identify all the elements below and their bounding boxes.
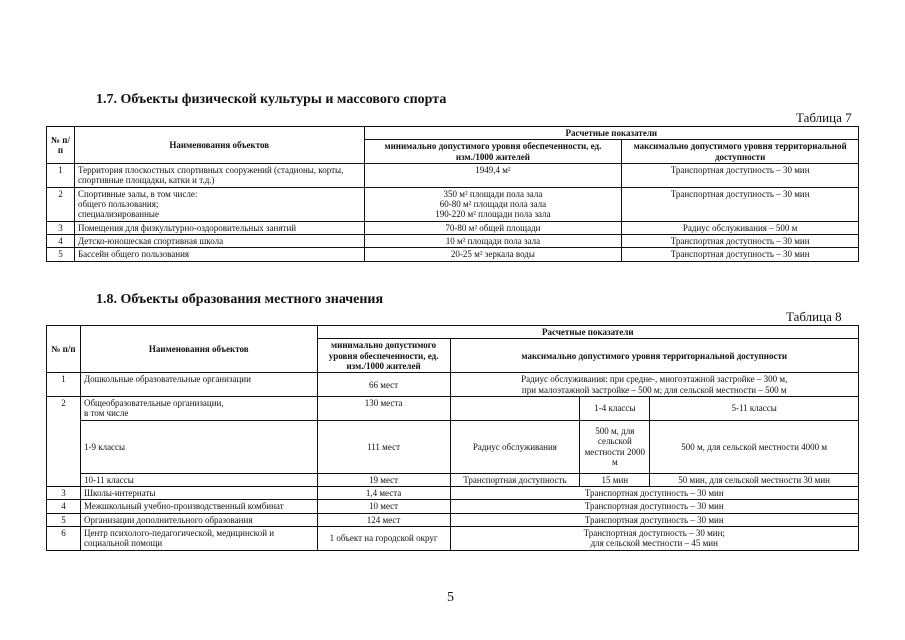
section-7-heading: 1.7. Объекты физической культуры и массового спорта xyxy=(96,92,447,107)
section-8-heading: 1.8. Объекты образования местного значения xyxy=(96,292,384,307)
row-min: 1949,4 м² xyxy=(364,164,622,188)
row-empty-cell xyxy=(450,397,580,421)
row-min-line: 190-220 м² площади пола зала xyxy=(435,209,551,220)
row-name: Помещения для физкультурно-оздоровительных занятий xyxy=(74,221,364,234)
row-name-line: специализированные xyxy=(77,209,159,220)
table-row xyxy=(47,235,859,248)
row-min: 1,4 места xyxy=(317,487,450,500)
row-max-1-4: 500 м, для сельской местности 2000 м xyxy=(580,420,650,473)
row-max: Транспортная доступность – 30 мин xyxy=(450,513,859,526)
table-row xyxy=(47,500,859,513)
table-row xyxy=(47,487,859,500)
row-min-line: 60-80 м² площади пола зала xyxy=(439,199,547,210)
header-name: Наименования объектов xyxy=(74,127,364,164)
row-num: 4 xyxy=(47,235,75,248)
row-min: 66 мест xyxy=(317,373,450,397)
row-min: 19 мест xyxy=(317,473,450,486)
row-num: 5 xyxy=(47,248,75,261)
table-8-label: Таблица 8 xyxy=(786,309,842,324)
table-8 xyxy=(46,325,859,551)
row-name-line: Спортивные залы, в том числе: xyxy=(77,188,198,199)
header-min: минимально допустимого уровня обеспеченности, ед. изм./1000 жителей xyxy=(317,339,450,373)
row-name: Центр психолого-педагогической, медицинской и социальной помощи xyxy=(80,527,317,551)
row-min: 20-25 м² зеркала воды xyxy=(364,248,622,261)
row-name: Школы-интернаты xyxy=(80,487,317,500)
header-max: максимально допустимого уровня территориальной доступности xyxy=(450,339,859,373)
row-num: 4 xyxy=(47,500,81,513)
header-num: № п/п xyxy=(47,127,75,164)
row-num: 5 xyxy=(47,513,81,526)
row-max-5-11: 50 мин, для сельской местности 30 мин xyxy=(650,473,859,486)
row-name xyxy=(74,187,364,221)
row-name: Межшкольный учебно-производственный комбинат xyxy=(80,500,317,513)
col-5-11-classes: 5-11 классы xyxy=(650,397,859,421)
header-name: Наименования объектов xyxy=(80,326,317,373)
page-number: 5 xyxy=(447,590,454,605)
row-name: Бассейн общего пользования xyxy=(74,248,364,261)
row-min: 124 мест xyxy=(317,513,450,526)
table-row xyxy=(47,420,859,473)
col-1-4-classes: 1-4 классы xyxy=(580,397,650,421)
table-row xyxy=(47,527,859,551)
row-num: 2 xyxy=(47,187,75,221)
row-max-line: Радиус обслуживания: при средне-, многоэтажной застройке – 300 м, xyxy=(521,374,788,385)
row-max-5-11: 500 м, для сельской местности 4000 м xyxy=(650,420,859,473)
table-row xyxy=(47,373,859,397)
row-max: Транспортная доступность – 30 мин xyxy=(450,487,859,500)
row-name-line: общего пользования; xyxy=(77,199,159,210)
header-max: максимально допустимого уровня территориальной доступности xyxy=(622,140,859,164)
row-name: Дошкольные образовательные организации xyxy=(80,373,317,397)
row-name: 1-9 классы xyxy=(80,420,317,473)
row-num: 6 xyxy=(47,527,81,551)
row-name-line: в том числе xyxy=(83,408,129,419)
row-min-line: 350 м² площади пола зала xyxy=(443,188,543,199)
row-min: 111 мест xyxy=(317,420,450,473)
table-row xyxy=(47,248,859,261)
row-name: Детско-юношеская спортивная школа xyxy=(74,235,364,248)
row-name: Организации дополнительного образования xyxy=(80,513,317,526)
row-max-line: при малоэтажной застройке – 500 м; для сельской местности – 500 м xyxy=(521,384,787,395)
row-num: 1 xyxy=(47,373,81,397)
row-min: 70-80 м² общей площади xyxy=(364,221,622,234)
row-max: Транспортная доступность – 30 мин xyxy=(450,500,859,513)
row-min: 10 мест xyxy=(317,500,450,513)
header-num: № п/п xyxy=(47,326,81,373)
table-row xyxy=(47,187,859,221)
row-min: 130 места xyxy=(317,397,450,421)
header-min: минимально допустимого уровня обеспеченности, ед. изм./1000 жителей xyxy=(364,140,622,164)
row-min xyxy=(364,187,622,221)
row-min: 10 м² площади пола зала xyxy=(364,235,622,248)
row-max: Транспортная доступность – 30 мин xyxy=(622,164,859,188)
table-row xyxy=(47,397,859,421)
row-max-line: Транспортная доступность – 30 мин; xyxy=(583,528,725,539)
row-num: 3 xyxy=(47,487,81,500)
row-max-1-4: 15 мин xyxy=(580,473,650,486)
table-row xyxy=(47,221,859,234)
table-row xyxy=(47,473,859,486)
table-row xyxy=(47,164,859,188)
row-max-label: Радиус обслуживания xyxy=(450,420,580,473)
table-7-label: Таблица 7 xyxy=(796,110,852,125)
row-max-label: Транспортная доступность xyxy=(450,473,580,486)
row-max: Транспортная доступность – 30 мин xyxy=(622,187,859,221)
table-row xyxy=(47,513,859,526)
row-num: 1 xyxy=(47,164,75,188)
row-max-line: для сельской местности – 45 мин xyxy=(590,538,718,549)
row-max: Транспортная доступность – 30 мин xyxy=(622,248,859,261)
row-max xyxy=(450,527,859,551)
row-name: 10-11 классы xyxy=(80,473,317,486)
row-name: Территория плоскостных спортивных сооружений (стадионы, корты, спортивные площадки, катки и т.д.) xyxy=(74,164,364,188)
row-name xyxy=(80,397,317,421)
header-group: Расчетные показатели xyxy=(317,326,858,339)
row-max xyxy=(450,373,859,397)
row-name-line: Общеобразовательные организации, xyxy=(83,398,224,409)
row-min: 1 объект на городской округ xyxy=(317,527,450,551)
row-max: Радиус обслуживания – 500 м xyxy=(622,221,859,234)
row-num: 3 xyxy=(47,221,75,234)
table-7 xyxy=(46,126,859,262)
row-num: 2 xyxy=(47,397,81,487)
row-max: Транспортная доступность – 30 мин xyxy=(622,235,859,248)
header-group: Расчетные показатели xyxy=(364,127,858,140)
